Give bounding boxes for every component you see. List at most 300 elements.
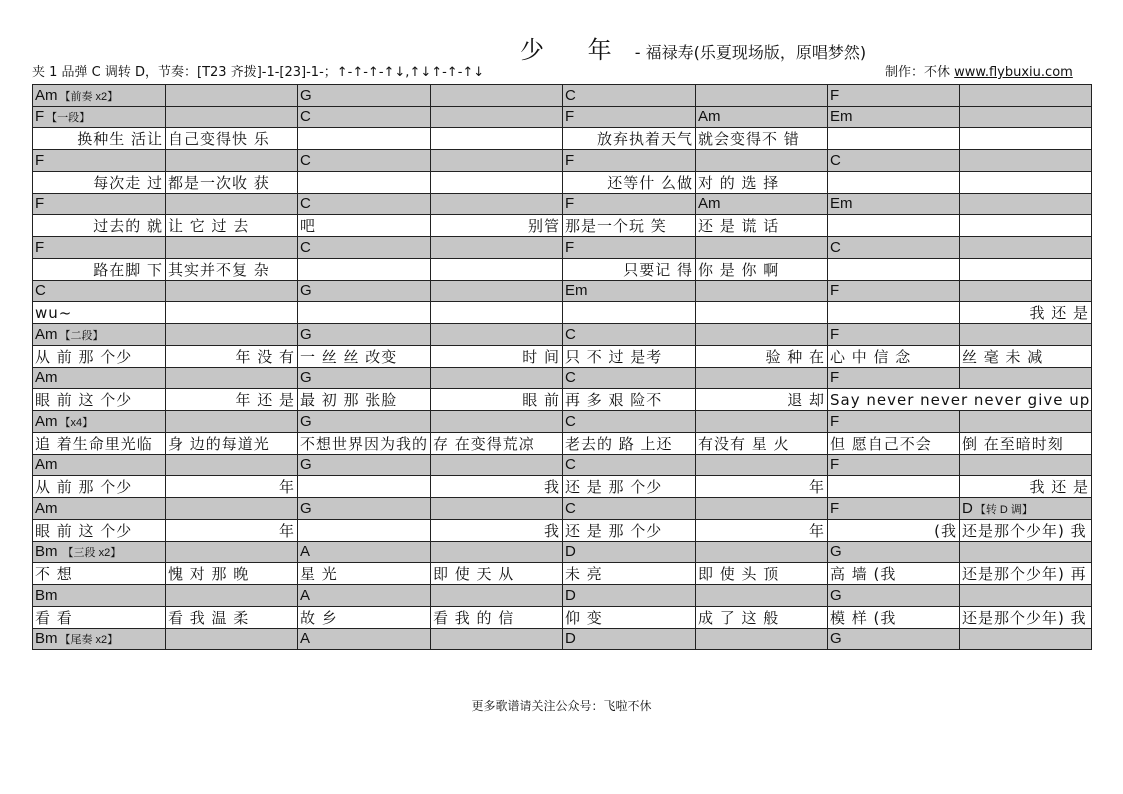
lyric-text: 从 前 那 个少 — [35, 347, 133, 366]
chord-cell — [696, 237, 828, 259]
lyric-text: 退 却 — [787, 391, 825, 409]
chord-name: F — [830, 325, 840, 343]
chord-cell — [696, 280, 828, 302]
lyric-cell — [696, 606, 828, 628]
chord-cell — [431, 237, 563, 259]
chord-cell — [33, 280, 166, 302]
chord-name: F — [565, 195, 575, 213]
lyric-cell — [828, 606, 960, 628]
lyric-cell — [828, 519, 960, 541]
chord-cell — [33, 85, 166, 107]
chord-cell — [33, 585, 166, 607]
lyric-cell — [431, 345, 563, 367]
lyric-text: 倒 在至暗时刻 — [962, 434, 1064, 453]
lyric-text: 看 我 的 信 — [433, 608, 515, 627]
lyric-text: 从 前 那 个少 — [35, 478, 133, 496]
lyric-row — [33, 215, 1092, 237]
chord-name: C — [300, 108, 311, 126]
lyric-cell — [166, 519, 298, 541]
chord-name: C — [565, 456, 576, 474]
chord-name: Am — [35, 499, 58, 517]
chord-name: A — [300, 630, 311, 648]
lyric-cell — [33, 171, 166, 193]
lyric-cell — [431, 302, 563, 324]
footer-note: 更多歌谱请关注公众号：飞啦不休 — [471, 699, 652, 713]
chord-name: G — [830, 543, 842, 561]
lyric-row — [33, 519, 1092, 541]
lyric-cell — [298, 215, 431, 237]
chord-cell — [563, 454, 696, 476]
lyric-cell — [696, 519, 828, 541]
chord-cell — [960, 498, 1092, 520]
chord-cell — [33, 324, 166, 346]
lyric-cell — [828, 128, 960, 150]
chord-cell — [431, 585, 563, 607]
lyric-cell — [960, 432, 1092, 454]
chord-cell — [298, 150, 431, 172]
lyric-cell — [696, 215, 828, 237]
chord-cell — [431, 541, 563, 563]
lyric-text: 自己变得快 乐 — [168, 130, 270, 148]
chord-cell — [166, 237, 298, 259]
chord-cell — [431, 367, 563, 389]
lyric-cell — [828, 563, 960, 585]
lyric-text: 身 边的每道光 — [168, 434, 270, 453]
lyric-cell — [563, 563, 696, 585]
section-tag: 【一段】 — [46, 112, 91, 125]
lyric-text: Say never never never give up — [830, 390, 1091, 409]
lyric-text: 高 墙 (我 — [830, 565, 897, 583]
chord-cell — [166, 150, 298, 172]
chord-cell — [828, 411, 960, 433]
lyric-cell — [696, 432, 828, 454]
chord-cell — [960, 411, 1092, 433]
lyric-text: 即 使 头 顶 — [698, 565, 780, 583]
chord-cell — [33, 106, 166, 128]
lyric-cell — [431, 215, 563, 237]
lyric-cell — [33, 302, 166, 324]
lyric-text: 我 还 是 — [1029, 478, 1089, 496]
lyric-row — [33, 302, 1092, 324]
lyric-cell — [960, 519, 1092, 541]
lyric-cell — [828, 432, 960, 454]
lyric-cell — [166, 389, 298, 411]
chord-cell — [696, 150, 828, 172]
chord-name: C — [35, 282, 46, 300]
chord-name: G — [830, 630, 842, 648]
chord-name: G — [300, 499, 312, 517]
lyric-text: 追 着生命里光临 — [35, 434, 153, 453]
lyric-cell — [960, 476, 1092, 498]
lyric-row — [33, 171, 1092, 193]
lyric-text: 最 初 那 张脸 — [300, 391, 398, 409]
lyric-cell — [960, 345, 1092, 367]
credit — [885, 61, 1073, 80]
chord-cell — [298, 193, 431, 215]
lyric-text: (我 — [934, 521, 957, 540]
lyric-text: wu~ — [35, 303, 73, 322]
chord-cell — [828, 454, 960, 476]
chord-name: Am — [698, 195, 721, 213]
chord-name: D — [565, 543, 576, 561]
lyric-cell — [431, 258, 563, 280]
chord-row — [33, 193, 1092, 215]
lyric-text: 故 乡 — [300, 608, 338, 627]
chord-cell — [828, 585, 960, 607]
lyric-cell — [33, 258, 166, 280]
lyric-cell — [563, 171, 696, 193]
chord-name: G — [830, 586, 842, 604]
lyric-text: 愧 对 那 晚 — [168, 565, 250, 583]
lyric-row — [33, 345, 1092, 367]
lyric-text: 眼 前 这 个少 — [35, 391, 133, 409]
lyric-text: 验 种 在 — [765, 347, 825, 366]
chord-row — [33, 150, 1092, 172]
lyric-text: 就会变得不 错 — [698, 130, 800, 148]
lyric-cell — [563, 476, 696, 498]
chord-name: D — [565, 630, 576, 648]
lyric-cell — [166, 563, 298, 585]
chord-cell — [33, 367, 166, 389]
lyric-cell — [563, 432, 696, 454]
chord-cell — [166, 628, 298, 650]
chord-cell — [828, 280, 960, 302]
lyric-cell — [960, 563, 1092, 585]
chord-row — [33, 85, 1092, 107]
lyric-text: 看 我 温 柔 — [168, 608, 250, 627]
chord-name: F — [565, 151, 575, 169]
chord-cell — [828, 541, 960, 563]
chord-cell — [298, 324, 431, 346]
chord-cell — [33, 454, 166, 476]
chord-name: G — [300, 86, 312, 104]
chord-name: D — [962, 499, 973, 517]
lyric-text: 吧 — [300, 217, 317, 235]
chord-cell — [828, 628, 960, 650]
chord-cell — [431, 411, 563, 433]
lyric-text: 模 样 (我 — [830, 608, 897, 627]
lyric-cell — [431, 476, 563, 498]
chord-cell — [33, 193, 166, 215]
lyric-text: 年 — [278, 521, 295, 540]
chord-row — [33, 411, 1092, 433]
chord-cell — [431, 280, 563, 302]
chord-cell — [696, 454, 828, 476]
lyric-text: 你 是 你 啊 — [698, 260, 780, 279]
chord-cell — [960, 150, 1092, 172]
lyric-cell — [431, 606, 563, 628]
lyric-text: 只要记 得 — [623, 260, 693, 279]
chord-name: F — [35, 238, 45, 256]
chord-name: F — [565, 238, 575, 256]
lyric-text: 年 没 有 — [235, 347, 295, 366]
lyric-cell — [431, 128, 563, 150]
lyric-cell — [298, 519, 431, 541]
lyric-row — [33, 258, 1092, 280]
chord-cell — [563, 324, 696, 346]
chord-cell — [298, 85, 431, 107]
lyric-text: 即 使 天 从 — [433, 565, 515, 583]
lyric-cell — [960, 215, 1092, 237]
lyric-text: 换种生 活让 — [77, 130, 163, 148]
chord-name: Am — [35, 86, 58, 104]
lyric-cell — [431, 563, 563, 585]
chord-cell — [166, 106, 298, 128]
chord-cell — [431, 454, 563, 476]
chord-name: C — [565, 369, 576, 387]
chord-cell — [563, 193, 696, 215]
chord-cell — [563, 541, 696, 563]
lyric-text: 每次走 过 — [93, 173, 163, 192]
chord-cell — [960, 454, 1092, 476]
lyric-text: 成 了 这 般 — [698, 608, 780, 627]
lyric-cell — [298, 389, 431, 411]
chord-cell — [960, 106, 1092, 128]
song-title-subtitle: - 福禄寿(乐夏现场版，原唱梦然) — [634, 43, 867, 62]
chord-cell — [828, 85, 960, 107]
chord-cell — [166, 454, 298, 476]
website-link[interactable]: www.flybuxiu.com — [954, 65, 1073, 80]
lyric-text: 老去的 路 上还 — [565, 434, 673, 453]
lyric-text: 还 是 那 个少 — [565, 478, 663, 496]
lyric-text: 存 在变得荒凉 — [433, 434, 535, 453]
chord-name: A — [300, 543, 311, 561]
lyric-text: 对 的 选 择 — [698, 173, 780, 192]
chord-name: F — [35, 108, 45, 126]
chord-sheet-table — [32, 84, 1092, 650]
chord-cell — [431, 106, 563, 128]
song-title-main: 少 年 — [520, 36, 630, 64]
chord-cell — [960, 585, 1092, 607]
lyric-cell — [563, 389, 696, 411]
chord-cell — [298, 628, 431, 650]
lyric-text: 那是一个玩 笑 — [565, 217, 667, 235]
chord-cell — [33, 150, 166, 172]
lyric-cell — [960, 128, 1092, 150]
chord-cell — [563, 498, 696, 520]
lyric-cell — [828, 302, 960, 324]
lyric-row — [33, 563, 1092, 585]
chord-cell — [563, 280, 696, 302]
lyric-cell — [696, 302, 828, 324]
chord-name: Em — [830, 108, 853, 126]
chord-row — [33, 106, 1092, 128]
chord-cell — [166, 411, 298, 433]
lyric-cell — [298, 606, 431, 628]
chord-row — [33, 541, 1092, 563]
lyric-cell — [166, 128, 298, 150]
chord-name: Am — [35, 412, 58, 430]
lyric-cell — [431, 519, 563, 541]
chord-cell — [166, 324, 298, 346]
lyric-cell — [298, 432, 431, 454]
lyric-cell — [431, 171, 563, 193]
lyric-cell — [166, 345, 298, 367]
lyric-text: 年 — [808, 478, 825, 496]
chord-cell — [298, 498, 431, 520]
chord-cell — [563, 237, 696, 259]
lyric-text: 看 看 — [35, 608, 73, 627]
lyric-text: 眼 前 — [522, 391, 560, 409]
section-tag: 【三段 x2】 — [59, 547, 122, 560]
chord-name: Bm — [35, 543, 58, 561]
chord-row — [33, 324, 1092, 346]
lyric-text: 还是那个少年) 我 — [962, 608, 1087, 627]
lyric-text: 再 多 艰 险不 — [565, 391, 663, 409]
chord-cell — [960, 541, 1092, 563]
chord-cell — [960, 324, 1092, 346]
chord-cell — [298, 280, 431, 302]
chord-cell — [166, 193, 298, 215]
lyric-cell — [298, 128, 431, 150]
chord-cell — [431, 324, 563, 346]
chord-cell — [696, 324, 828, 346]
lyric-cell — [166, 476, 298, 498]
lyric-text: 年 — [278, 478, 295, 496]
chord-cell — [431, 150, 563, 172]
chord-name: Am — [35, 325, 58, 343]
chord-name: C — [565, 499, 576, 517]
lyric-row — [33, 606, 1092, 628]
chord-name: C — [300, 238, 311, 256]
chord-cell — [298, 237, 431, 259]
lyric-cell — [166, 302, 298, 324]
lyric-cell — [33, 215, 166, 237]
chord-cell — [828, 193, 960, 215]
credit-author: 制作：不休 — [885, 65, 951, 80]
section-tag: 【尾奏 x2】 — [59, 634, 119, 647]
lyric-text: 还 是 那 个少 — [565, 521, 663, 540]
lyric-cell — [960, 258, 1092, 280]
lyric-cell — [298, 302, 431, 324]
lyric-text: 还等什 么做 — [607, 173, 693, 192]
lyric-cell — [696, 345, 828, 367]
lyric-text: 还 是 谎 话 — [698, 217, 780, 235]
chord-name: G — [300, 325, 312, 343]
lyric-text: 让 它 过 去 — [168, 217, 250, 235]
chord-cell — [166, 585, 298, 607]
chord-cell — [828, 498, 960, 520]
chord-cell — [166, 367, 298, 389]
chord-cell — [33, 541, 166, 563]
lyric-text: 年 还 是 — [235, 391, 295, 409]
lyric-text: 还是那个少年) 我 — [962, 521, 1087, 540]
chord-cell — [960, 280, 1092, 302]
lyric-cell — [166, 171, 298, 193]
lyric-text: 别管 — [527, 217, 560, 235]
lyric-text: 我 还 是 — [1029, 304, 1089, 322]
chord-row — [33, 498, 1092, 520]
chord-cell — [563, 411, 696, 433]
lyric-cell — [696, 563, 828, 585]
chord-name: C — [565, 325, 576, 343]
chord-cell — [960, 628, 1092, 650]
lyric-cell — [166, 215, 298, 237]
chord-cell — [563, 585, 696, 607]
chord-cell — [960, 367, 1092, 389]
lyric-cell — [563, 215, 696, 237]
chord-cell — [828, 324, 960, 346]
lyric-text: 都是一次收 获 — [168, 173, 270, 192]
lyric-cell — [33, 345, 166, 367]
chord-cell — [696, 628, 828, 650]
chord-name: F — [830, 369, 840, 387]
chord-cell — [828, 367, 960, 389]
chord-cell — [696, 85, 828, 107]
lyric-cell — [166, 432, 298, 454]
lyric-text: 只 不 过 是考 — [565, 347, 663, 366]
lyric-cell — [828, 215, 960, 237]
lyric-row — [33, 389, 1092, 411]
section-tag: 【二段】 — [59, 329, 104, 342]
lyric-cell — [563, 302, 696, 324]
chord-cell — [298, 541, 431, 563]
lyric-text: 还是那个少年) 再 — [962, 565, 1087, 583]
chord-cell — [563, 367, 696, 389]
chord-cell — [298, 106, 431, 128]
lyric-cell — [33, 563, 166, 585]
chord-cell — [563, 628, 696, 650]
chord-cell — [696, 498, 828, 520]
lyric-cell — [298, 563, 431, 585]
lyric-cell — [696, 476, 828, 498]
chord-name: C — [565, 86, 576, 104]
lyric-text: 不 想 — [35, 565, 73, 583]
lyric-cell — [828, 476, 960, 498]
section-tag: 【x4】 — [59, 416, 94, 429]
chord-cell — [563, 85, 696, 107]
chord-name: G — [300, 456, 312, 474]
chord-cell — [33, 237, 166, 259]
chord-row — [33, 280, 1092, 302]
lyric-text: 丝 毫 未 减 — [962, 347, 1044, 366]
chord-name: C — [300, 151, 311, 169]
chord-name: F — [830, 412, 840, 430]
lyric-text: 放弃执着天气 — [596, 130, 693, 148]
section-tag: 【前奏 x2】 — [59, 90, 119, 103]
lyric-text: 不想世界因为我的 — [300, 434, 429, 453]
lyric-text: 过去的 就 — [93, 217, 163, 235]
chord-cell — [696, 106, 828, 128]
chord-cell — [166, 280, 298, 302]
lyric-cell — [33, 432, 166, 454]
chord-cell — [563, 106, 696, 128]
chord-cell — [166, 498, 298, 520]
chord-cell — [298, 585, 431, 607]
lyric-row — [33, 128, 1092, 150]
chord-row — [33, 237, 1092, 259]
chord-row — [33, 585, 1092, 607]
chord-cell — [298, 411, 431, 433]
chord-name: G — [300, 282, 312, 300]
lyric-text: 但 愿自己不会 — [830, 434, 932, 453]
lyric-text: 时 间 — [522, 347, 560, 366]
lyric-text: 一 丝 丝 改变 — [300, 347, 398, 366]
chord-cell — [828, 150, 960, 172]
lyric-row — [33, 432, 1092, 454]
chord-name: D — [565, 586, 576, 604]
chord-name: C — [300, 195, 311, 213]
lyric-cell — [431, 389, 563, 411]
lyric-cell — [166, 606, 298, 628]
play-info: 夹 1 品弹 C 调转 D，节奏：[T23 齐拨]-1-[23]-1-；↑-↑-↑-↑↓,↑↓↑-↑-↑↓ — [32, 65, 485, 80]
lyric-text: 仰 变 — [565, 608, 603, 627]
chord-cell — [960, 193, 1092, 215]
lyric-cell — [696, 128, 828, 150]
lyric-cell — [828, 171, 960, 193]
chord-cell — [696, 411, 828, 433]
chord-name: F — [35, 151, 45, 169]
